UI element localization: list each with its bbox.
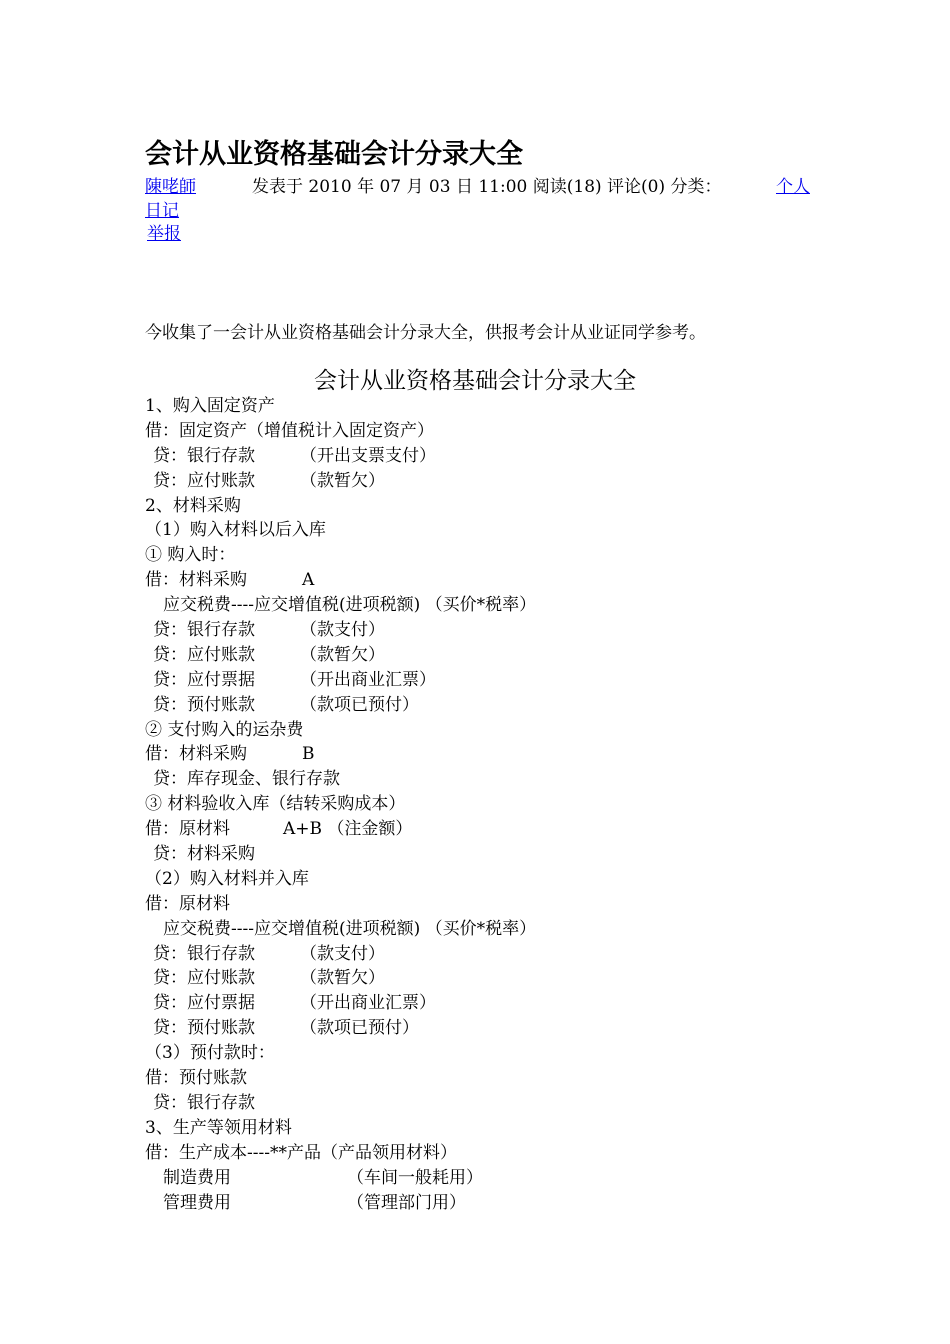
entries [145, 394, 536, 1215]
entry-line [145, 568, 536, 593]
entry-line [145, 444, 536, 469]
entry-note: A [302, 570, 315, 591]
entry-text: 制造费用 [163, 1167, 231, 1188]
entry-text: 贷：银行存款 [153, 445, 255, 466]
entry-text: 贷：应付账款 [153, 968, 255, 989]
entry-text: 贷：银行存款 [153, 620, 255, 641]
entry-text: 借：原材料 [145, 819, 230, 840]
entry-line [145, 767, 536, 792]
entry-line [145, 991, 536, 1016]
entry-note: （管理部门用） [347, 1192, 466, 1213]
entry-line [145, 1091, 536, 1116]
entry-text: 贷：银行存款 [153, 1092, 255, 1113]
entry-text: 贷：应付账款 [153, 470, 255, 491]
entry-text: 2、材料采购 [145, 495, 241, 516]
entry-text: 贷：应付票据 [153, 669, 255, 690]
entry-text: （2）购入材料并入库 [145, 868, 309, 889]
entry-text: 应交税费----应交增值税(进项税额) （买价*税率） [163, 595, 537, 616]
entry-text: ② 支付购入的运杂费 [145, 719, 304, 740]
entry-line [145, 742, 536, 767]
author-link[interactable]: 陳咾師 [145, 177, 196, 197]
post-meta [145, 175, 810, 223]
report-link[interactable]: 举报 [147, 224, 181, 244]
entry-text: 贷：银行存款 [153, 943, 255, 964]
entry-note: （开出商业汇票） [300, 669, 436, 690]
entry-line [145, 1116, 536, 1141]
entry-note: （款暂欠） [300, 644, 385, 665]
entry-text: 1、购入固定资产 [145, 396, 275, 416]
entry-text: 贷：材料采购 [153, 844, 255, 865]
entry-text: 贷：库存现金、银行存款 [153, 769, 340, 790]
entry-note: （款项已预付） [300, 1018, 419, 1039]
entry-note: （开出支票支付） [300, 445, 436, 466]
entry-line [145, 817, 536, 842]
entry-line [145, 718, 536, 743]
entry-text: 应交税费----应交增值税(进项税额) （买价*税率） [163, 918, 537, 939]
report-row [147, 222, 181, 246]
section-heading: 会计从业资格基础会计分录大全 [314, 368, 636, 394]
entry-line [145, 394, 536, 419]
entry-note: B [302, 744, 315, 765]
entry-line [145, 1041, 536, 1066]
entry-line [145, 693, 536, 718]
entry-note: （款项已预付） [300, 694, 419, 715]
entry-line [145, 942, 536, 967]
entry-text: 贷：预付账款 [153, 694, 255, 715]
entry-note: （款支付） [300, 620, 385, 641]
entry-text: 借：材料采购 [145, 570, 247, 591]
entry-line [145, 792, 536, 817]
entry-text: 3、生产等领用材料 [145, 1117, 292, 1138]
entry-line [145, 618, 536, 643]
entry-line [145, 518, 536, 543]
entry-line [145, 1066, 536, 1091]
entry-line [145, 966, 536, 991]
entry-line [145, 543, 536, 568]
entry-note: （款暂欠） [300, 470, 385, 491]
entry-line [145, 668, 536, 693]
entry-text: 借：固定资产（增值税计入固定资产） [145, 420, 434, 441]
entry-text: 贷：应付票据 [153, 993, 255, 1014]
entry-text: ① 购入时： [145, 545, 236, 566]
entry-note: （款暂欠） [300, 968, 385, 989]
entry-line [145, 593, 536, 618]
post-info: 发表于 2010 年 07 月 03 日 11:00 阅读(18) 评论(0) 分类： [252, 177, 722, 197]
entry-text: 借：材料采购 [145, 744, 247, 765]
entry-note: （车间一般耗用） [347, 1167, 483, 1188]
entry-text: 贷：预付账款 [153, 1018, 255, 1039]
entry-note: （开出商业汇票） [300, 993, 436, 1014]
entry-line [145, 917, 536, 942]
entry-note: （款支付） [300, 943, 385, 964]
entry-line [145, 892, 536, 917]
entry-line [145, 867, 536, 892]
category-link-part2[interactable]: 日记 [145, 201, 179, 221]
entry-line [145, 1016, 536, 1041]
entry-line [145, 469, 536, 494]
entry-note: A+B （注金额） [283, 819, 413, 840]
entry-line [145, 1166, 536, 1191]
entry-line [145, 1141, 536, 1166]
entry-text: （3）预付款时： [145, 1043, 275, 1064]
article-title: 会计从业资格基础会计分录大全 [145, 139, 523, 170]
entry-line [145, 643, 536, 668]
entry-text: 贷：应付账款 [153, 644, 255, 665]
entry-line [145, 1191, 536, 1216]
entry-line [145, 842, 536, 867]
intro-text: 今收集了一会计从业资格基础会计分录大全，供报考会计从业证同学参考。 [145, 323, 706, 343]
entry-text: 借：预付账款 [145, 1068, 247, 1089]
entry-line [145, 494, 536, 519]
category-link-part1[interactable]: 个人 [776, 177, 810, 197]
entry-text: （1）购入材料以后入库 [145, 520, 326, 541]
entry-text: 借：生产成本----**产品（产品领用材料） [145, 1142, 457, 1163]
entry-text: ③ 材料验收入库（结转采购成本） [145, 794, 406, 815]
entry-line [145, 419, 536, 444]
entry-text: 管理费用 [163, 1192, 231, 1213]
entry-text: 借：原材料 [145, 893, 230, 914]
